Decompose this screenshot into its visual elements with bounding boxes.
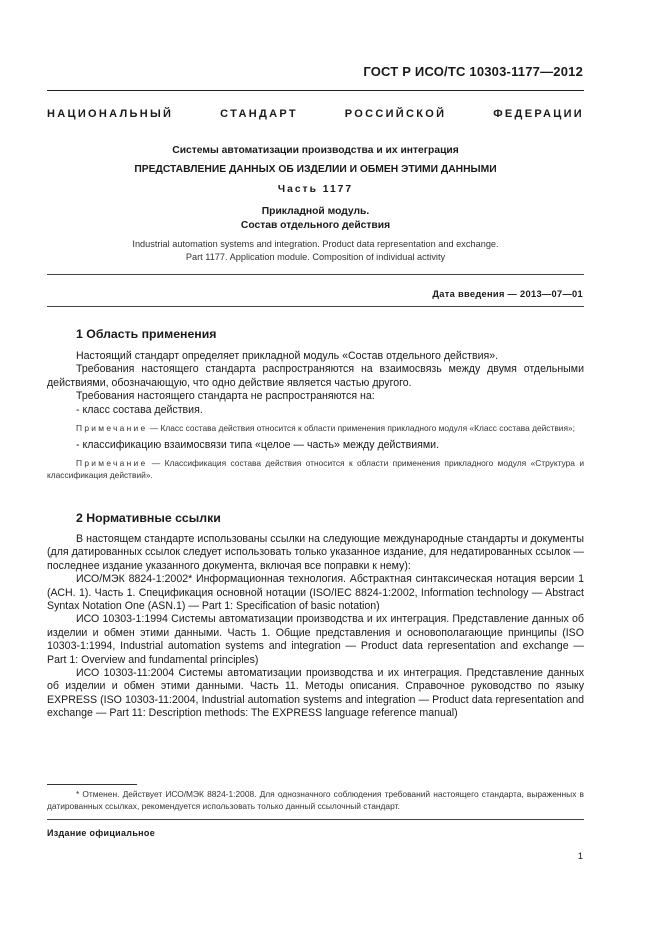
title-module-line1: Прикладной модуль. bbox=[261, 206, 370, 217]
page-number: 1 bbox=[577, 851, 583, 862]
paragraph: Настоящий стандарт определяет прикладной модуль «Состав отдельного действия». bbox=[76, 350, 499, 362]
title-english bbox=[47, 238, 584, 264]
footnote bbox=[47, 788, 584, 812]
list-item: - класс состава действия. bbox=[76, 403, 203, 416]
note-text: — Класс состава действия относится к области применения прикладного модуля «Класс состава действия»; bbox=[147, 423, 575, 434]
note-label: Примечание bbox=[76, 458, 148, 469]
paragraph: Требования настоящего стандарта не распространяются на: bbox=[76, 390, 375, 403]
note bbox=[47, 457, 584, 481]
reference-item: ИСО/МЭК 8824-1:2002* Информационная технология. Абстрактная синтаксическая нотация версии 1 (АСН. 1). Часть 1. Спецификация основной нотации (ISO/IEC 8824-1:2002, Information technology — Abstract Syntax Notation One (ASN.1) — Part 1: Specification of basic notation) bbox=[47, 573, 584, 613]
section-2-heading: 2 Нормативные ссылки bbox=[76, 511, 221, 525]
edition-label: Издание официальное bbox=[47, 828, 156, 838]
reference-item: ИСО 10303-11:2004 Системы автоматизации производства и их интеграция. Представление данных об изделии и обмен этими данными. Часть 11. Методы описания. Справочное руководство по языку EXPRESS (ISO 10303-11:2004, Industrial automation systems and integration — Product data representation and exchange — Part 11: Description methods: The EXPRESS language reference manual) bbox=[47, 667, 584, 720]
document-code: ГОСТ Р ИСО/ТС 10303-1177—2012 bbox=[363, 64, 583, 79]
section-2-body bbox=[47, 533, 584, 721]
footnote-rule bbox=[47, 784, 137, 785]
introduction-date: Дата введения — 2013—07—01 bbox=[432, 289, 583, 299]
section-1-heading: 1 Область применения bbox=[76, 327, 217, 341]
list-item: - классификацию взаимосвязи типа «целое — часть» между действиями. bbox=[76, 439, 440, 452]
title-module-line2: Состав отдельного действия bbox=[240, 220, 391, 231]
note-label: Примечание bbox=[76, 423, 148, 434]
date-rule bbox=[47, 306, 584, 307]
paragraph: Требования настоящего стандарта распространяются на взаимосвязь между двумя отдельными действиями, обозначающую, что одно действие является частью другого. bbox=[47, 363, 584, 389]
note bbox=[47, 422, 584, 434]
national-standard-banner: НАЦИОНАЛЬНЫЙ СТАНДАРТ РОССИЙСКОЙ ФЕДЕРАЦИИ bbox=[47, 108, 584, 120]
title-series: Системы автоматизации производства и их интеграция bbox=[172, 145, 459, 156]
footer-rule bbox=[47, 819, 584, 820]
reference-item: ИСО 10303-1:1994 Системы автоматизации производства и их интеграция. Представление данных об изделии и обмен этими данными. Часть 1. Общие представления и основополагающие принципы (ISO 10303-1:1994, Industrial automation systems and integration — Product data representation and exchange — Part 1: Overview and fundamental principles) bbox=[47, 613, 584, 666]
title-rule bbox=[47, 274, 584, 275]
note-text: — Классификация состава действия относится к области применения прикладного модуля «Структура и классификация действий». bbox=[47, 458, 584, 481]
title-english-line1: Industrial automation systems and integration. Product data representation and exchange. bbox=[132, 239, 499, 249]
title-english-line2: Part 1177. Application module. Composition of individual activity bbox=[185, 252, 446, 262]
title-module bbox=[47, 205, 584, 233]
paragraph: В настоящем стандарте использованы ссылки на следующие международные стандарты и документы (для датированных ссылок следует использовать только указанное издание, для недатированных ссылок — последнее издание указанного документа, включая все поправки к нему): bbox=[47, 533, 584, 572]
section-1-body bbox=[47, 350, 584, 481]
title-main: ПРЕДСТАВЛЕНИЕ ДАННЫХ ОБ ИЗДЕЛИИ И ОБМЕН ЭТИМИ ДАННЫМИ bbox=[134, 164, 497, 175]
title-part: Часть 1177 bbox=[277, 184, 354, 195]
header-rule bbox=[47, 90, 584, 91]
footnote-text: * Отменен. Действует ИСО/МЭК 8824-1:2008. Для однозначного соблюдения требований настоящего стандарта, выраженных в датированных ссылках, рекомендуется использовать только данный ссылочный стандарт. bbox=[47, 789, 584, 811]
